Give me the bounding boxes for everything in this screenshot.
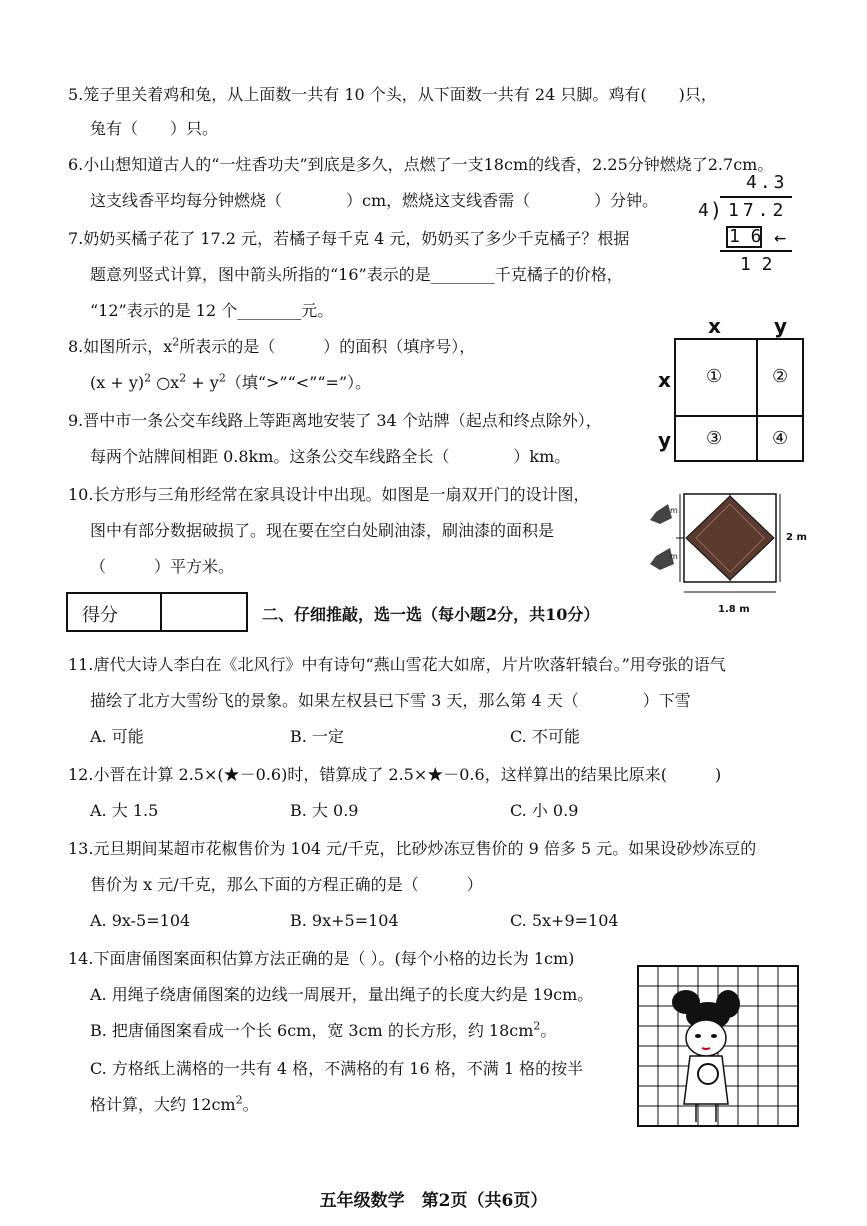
q6-line1: 6.小山想知道古人的“一炷香功夫”到底是多久，点燃了一支18cm的线香，2.25分钟燃烧了2.7cm。 — [68, 155, 774, 174]
division-divisor: 4 — [698, 200, 709, 221]
score-box — [66, 592, 248, 632]
q11-option-c: C. 不可能 — [510, 727, 580, 746]
figurine-grid-image — [636, 964, 806, 1130]
long-division-figure: 4.3 4 ) 17.2 1 6 ← 1 2 — [696, 172, 806, 282]
division-remainder: 1 2 — [740, 254, 773, 275]
grid-top-y: y — [774, 314, 788, 338]
q14-option-c-line1: C. 方格纸上满格的一共有 4 格，不满格的有 16 格，不满 1 格的按半 — [90, 1059, 584, 1078]
q12-option-c: C. 小 0.9 — [510, 801, 579, 820]
q13-line1: 13.元旦期间某超市花椒售价为 104 元/千克，比砂炒冻豆售价的 9 倍多 5 元。如果设砂炒冻豆的 — [68, 839, 757, 858]
q10-line3: （ ）平方米。 — [90, 557, 235, 576]
height-label: 2 m — [786, 532, 807, 543]
page-footer: 五年级数学 第2页（共6页） — [319, 1191, 548, 1211]
damaged-label-1: m — [670, 506, 678, 515]
arrow-icon: ← — [774, 225, 787, 249]
q8-line2: $(x + y)^2$ $○x^2 + y^2$（填“>”“<”“=”）。 — [90, 371, 372, 392]
section2-title: 二、仔细推敲，选一选（每小题2分，共10分） — [262, 605, 600, 624]
q11-line1: 11.唐代大诗人李白在《北风行》中有诗句“燕山雪花大如席，片片吹落轩辕台。”用夸张的语气 — [68, 655, 726, 674]
division-quotient: 4.3 — [746, 172, 788, 193]
q5-line2: 兔有（ ）只。 — [90, 119, 219, 138]
q14-option-b: B. 把唐俑图案看成一个长 6cm，宽 3cm 的长方形，约 $18cm^2$。 — [90, 1019, 557, 1040]
q13-option-c: C. 5x+9=104 — [510, 911, 619, 930]
door-design-figure — [646, 490, 816, 626]
q13-option-a: A. 9x-5=104 — [90, 911, 191, 930]
q14-option-c-line2: 格计算，大约 $12cm^2$。 — [90, 1093, 259, 1114]
q13-option-b: B. 9x+5=104 — [290, 911, 399, 930]
grid-left-x: x — [658, 368, 671, 392]
q7-line2: 题意列竖式计算，图中箭头所指的“16”表示的是________千克橘子的价格， — [90, 265, 623, 284]
q10-line2: 图中有部分数据破损了。现在要在空白处刷油漆，刷油漆的面积是 — [90, 521, 555, 540]
tang-figurine-grid — [636, 964, 806, 1130]
q11-option-a: A. 可能 — [90, 727, 144, 746]
area-grid-figure — [656, 314, 806, 464]
q10-line1: 10.长方形与三角形经常在家具设计中出现。如图是一扇双开门的设计图， — [68, 485, 590, 504]
q7-line1: 7.奶奶买橘子花了 17.2 元，若橘子每千克 4 元，奶奶买了多少千克橘子？根据 — [68, 229, 630, 248]
q6-line2: 这支线香平均每分钟燃烧（ ）cm，燃烧这支线香需（ ）分钟。 — [90, 191, 659, 210]
q14-line1: 14.下面唐俑图案面积估算方法正确的是（ ）。(每个小格的边长为 1cm) — [68, 949, 575, 968]
q5-line1: 5.笼子里关着鸡和兔，从上面数一共有 10 个头，从下面数一共有 24 只脚。鸡有( )只， — [68, 85, 717, 104]
score-label: 得分 — [82, 605, 118, 626]
grid-top-x: x — [708, 314, 721, 338]
q13-line2: 售价为 x 元/千克，那么下面的方程正确的是（ ） — [90, 875, 483, 894]
grid-cell-4: ④ — [772, 428, 789, 449]
q12-option-b: B. 大 0.9 — [290, 801, 359, 820]
q11-line2: 描绘了北方大雪纷飞的景象。如果左权县已下雪 3 天，那么第 4 天（ ）下雪 — [90, 691, 691, 710]
q9-line2: 每两个站牌间相距 0.8km。这条公交车线路全长（ ）km。 — [90, 447, 571, 466]
grid-cell-3: ③ — [706, 428, 723, 449]
damaged-label-2: m — [670, 552, 678, 561]
grid-cell-1: ① — [706, 366, 723, 387]
q8-line1: 8.如图所示，$x^2$所表示的是（ ）的面积（填序号）， — [68, 335, 476, 356]
division-product: 1 6 — [729, 226, 762, 247]
division-dividend: 17.2 — [728, 200, 788, 221]
q7-line3: “12”表示的是 12 个________元。 — [90, 301, 334, 320]
q14-option-a: A. 用绳子绕唐俑图案的边线一周展开，量出绳子的长度大约是 19cm。 — [90, 985, 594, 1004]
grid-cell-2: ② — [772, 366, 789, 387]
q12-line1: 12.小晋在计算 2.5×(★－0.6)时，错算成了 2.5×★－0.6，这样算出的结果比原来( ) — [68, 765, 722, 784]
q9-line1: 9.晋中市一条公交车线路上等距离地安装了 34 个站牌（起点和终点除外）， — [68, 411, 602, 430]
grid-left-y: y — [658, 428, 672, 452]
q11-option-b: B. 一定 — [290, 727, 344, 746]
width-label: 1.8 m — [718, 604, 750, 615]
q12-option-a: A. 大 1.5 — [90, 801, 159, 820]
